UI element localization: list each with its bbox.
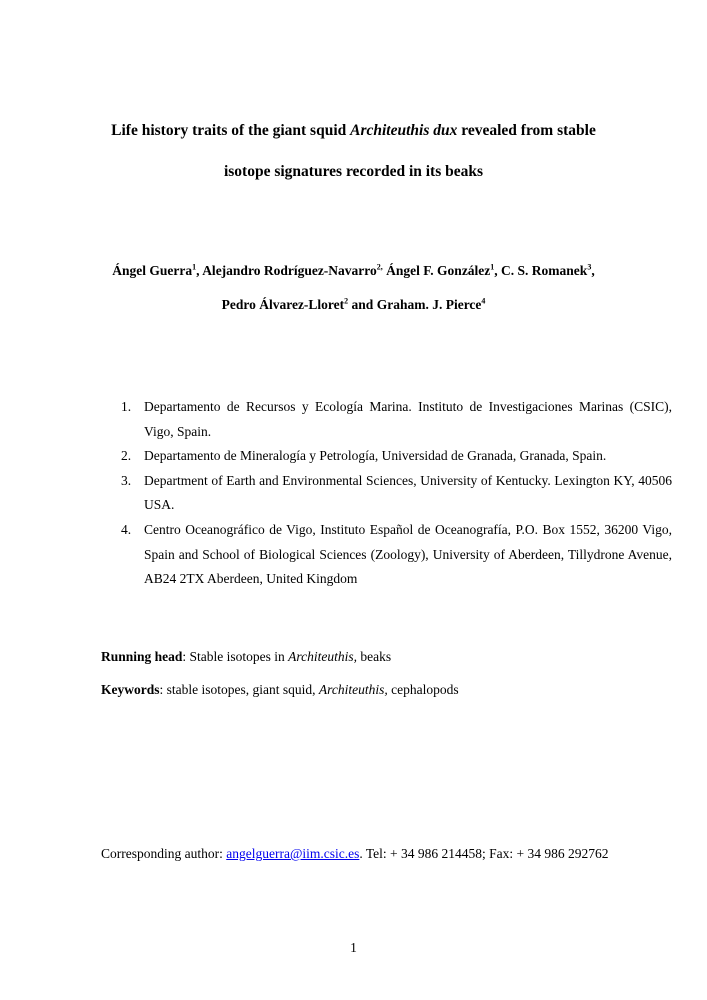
author-name: Graham. J. Pierce <box>376 297 482 312</box>
author-name: Pedro Álvarez-Lloret <box>221 297 345 312</box>
author-line-2: Pedro Álvarez-Lloret$^2$ and Graham. J. Pierce$^4$ <box>221 296 486 312</box>
affiliation-item: 4. Centro Oceanográfico de Vigo, Instituto Español de Oceanografía, P.O. Box 1552, 36200 Vigo, Spain and School of Biological Sciences (Zoology), University of Aberdeen, Tillydrone Avenue, AB24 2TX Aberdeen, United Kingdom <box>121 521 672 587</box>
corresponding-author: Corresponding author: angelguerra@iim.csic.es. Tel: + 34 986 214458; Fax: + 34 986 292762 <box>101 846 609 861</box>
corresponding-email-link[interactable]: angelguerra@iim.csic.es <box>226 846 360 861</box>
author-name: C. S. Romanek <box>501 263 588 278</box>
keywords: Keywords: stable isotopes, giant squid, Architeuthis, cephalopods <box>101 682 459 697</box>
author-name: Ángel F. González <box>386 263 491 278</box>
affiliation-item: 2. Departamento de Mineralogía y Petrología, Universidad de Granada, Granada, Spain. <box>121 448 607 464</box>
affiliation-item: 3. Department of Earth and Environmental Sciences, University of Kentucky. Lexington KY, 40506 USA. <box>121 472 672 513</box>
author-name: Ángel Guerra <box>112 263 193 278</box>
author-affiliation-mark: 4 <box>481 296 486 306</box>
author-line-1: Ángel Guerra$^1$, Alejandro Rodríguez-Navarro$^{2,}$ Ángel F. González$^1$, C. S. Romanek$^3$, <box>112 262 595 278</box>
author-affiliation-mark: 3 <box>587 262 592 272</box>
author-name: Alejandro Rodríguez-Navarro <box>202 263 377 278</box>
title-text: revealed from stable <box>457 122 596 139</box>
title-species: Architeuthis dux <box>350 122 458 139</box>
page-number: 1 <box>350 940 357 955</box>
affiliation-list <box>119 395 672 592</box>
paper-title-line-2: isotope signatures recorded in its beaks <box>223 163 484 180</box>
paper-title-line-1 <box>60 122 647 140</box>
affiliation-item: 1. Departamento de Recursos y Ecología Marina. Instituto de Investigaciones Marinas (CSIC), Vigo, Spain. <box>121 399 672 439</box>
author-affiliation-mark: 2 <box>344 296 349 306</box>
author-affiliation-mark: 2, <box>376 262 383 272</box>
title-text: Life history traits of the giant squid <box>111 122 351 139</box>
author-affiliation-mark: 1 <box>192 262 197 272</box>
author-affiliation-mark: 1 <box>490 262 495 272</box>
running-head: Running head: Stable isotopes in Architeuthis, beaks <box>101 649 392 664</box>
